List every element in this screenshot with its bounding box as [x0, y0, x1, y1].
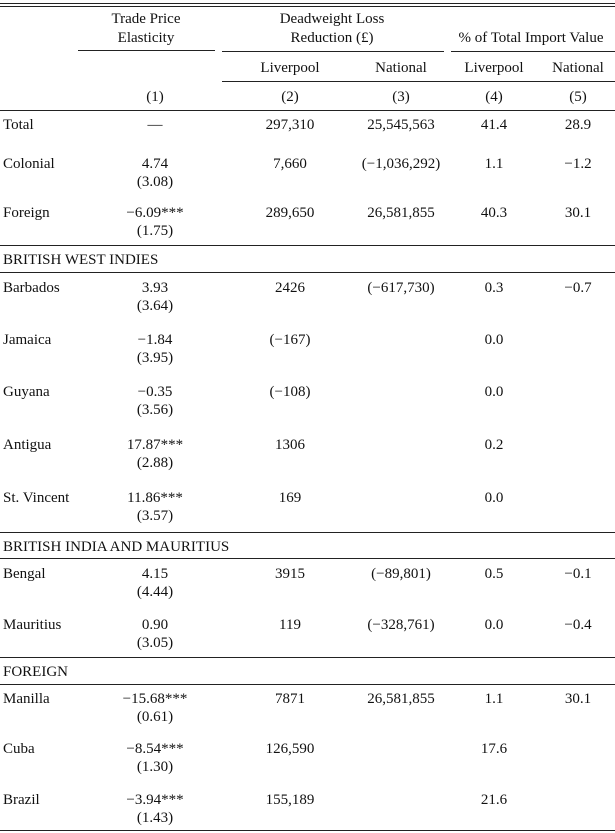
top-rule-2: [0, 6, 615, 7]
header-col45-rule: [451, 51, 615, 52]
row-label: Mauritius: [3, 617, 62, 633]
pct-liverpool: 21.6: [480, 792, 508, 808]
row-label: Foreign: [3, 205, 50, 221]
pct-national: 30.1: [564, 205, 592, 221]
pct-liverpool: 0.0: [484, 384, 504, 400]
section-title: BRITISH WEST INDIES: [3, 252, 159, 268]
col-number-3: (3): [392, 89, 410, 105]
dwl-liverpool: 155,189: [265, 792, 315, 808]
pct-liverpool: 40.3: [480, 205, 508, 221]
dwl-liverpool: 169: [278, 490, 302, 506]
row-label: Antigua: [3, 437, 52, 453]
std-error: (2.88): [136, 455, 174, 471]
header-col23-rule: [222, 51, 444, 52]
section-rule: [0, 558, 615, 559]
dwl-liverpool: 2426: [275, 280, 305, 296]
section-title: FOREIGN: [3, 664, 69, 680]
col-number-2: (2): [281, 89, 299, 105]
elasticity: −6.09***: [126, 205, 184, 221]
elasticity: —: [147, 117, 163, 133]
pct-liverpool: 17.6: [480, 741, 508, 757]
section-rule: [0, 657, 615, 658]
pct-national: −1.2: [564, 156, 592, 172]
header-col45-title: % of Total Import Value: [458, 30, 604, 46]
dwl-national: 25,545,563: [367, 117, 435, 133]
row-label: Guyana: [3, 384, 50, 400]
col-number-5: (5): [569, 89, 587, 105]
elasticity: 11.86***: [127, 490, 183, 506]
elasticity: −0.35: [137, 384, 173, 400]
pct-liverpool: 0.0: [484, 332, 504, 348]
dwl-liverpool: (−108): [269, 384, 311, 400]
dwl-liverpool: 119: [279, 617, 301, 633]
row-label: Jamaica: [3, 332, 52, 348]
dwl-liverpool: 297,310: [265, 117, 315, 133]
row-label: Colonial: [3, 156, 55, 172]
dwl-liverpool: 3915: [275, 566, 305, 582]
elasticity: 0.90: [141, 617, 169, 633]
elasticity: 4.15: [141, 566, 169, 582]
col-number-4: (4): [485, 89, 503, 105]
header-sub-liverpool-4: Liverpool: [464, 60, 524, 76]
std-error: (3.64): [136, 298, 174, 314]
row-label: St. Vincent: [3, 490, 70, 506]
std-error: (3.95): [136, 350, 174, 366]
pct-liverpool: 0.2: [484, 437, 504, 453]
std-error: (1.43): [136, 810, 174, 826]
dwl-liverpool: 1306: [275, 437, 305, 453]
section-rule: [0, 245, 615, 246]
header-bottom-rule: [0, 110, 615, 111]
section-rule: [0, 532, 615, 533]
dwl-liverpool: (−167): [269, 332, 311, 348]
pct-liverpool: 0.0: [484, 490, 504, 506]
elasticity: −1.84: [137, 332, 173, 348]
elasticity: 4.74: [141, 156, 169, 172]
pct-national: −0.1: [564, 566, 592, 582]
dwl-national: 26,581,855: [367, 205, 435, 221]
dwl-national: (−1,036,292): [361, 156, 441, 172]
top-rule-1: [0, 3, 615, 4]
header-sub-national-5: National: [552, 60, 604, 76]
header-col23-line1: Deadweight Loss: [279, 11, 385, 27]
dwl-liverpool: 7,660: [273, 156, 307, 172]
row-label: Barbados: [3, 280, 60, 296]
dwl-liverpool: 7871: [275, 691, 305, 707]
section-rule: [0, 684, 615, 685]
header-col23-line2: Reduction (£): [290, 30, 374, 46]
std-error: (0.61): [136, 709, 174, 725]
elasticity: −3.94***: [126, 792, 184, 808]
elasticity: −15.68***: [122, 691, 188, 707]
header-col1-line2: Elasticity: [117, 30, 175, 46]
pct-liverpool: 1.1: [484, 156, 504, 172]
row-label: Manilla: [3, 691, 50, 707]
dwl-national: (−89,801): [371, 566, 431, 582]
pct-national: 28.9: [564, 117, 592, 133]
pct-liverpool: 0.3: [484, 280, 504, 296]
pct-liverpool: 0.0: [484, 617, 504, 633]
col-number-1: (1): [146, 89, 164, 105]
header-sub-liverpool-2: Liverpool: [260, 60, 320, 76]
row-label: Cuba: [3, 741, 35, 757]
std-error: (3.08): [136, 174, 174, 190]
dwl-national: (−617,730): [367, 280, 435, 296]
elasticity: 17.87***: [126, 437, 184, 453]
elasticity: 3.93: [141, 280, 169, 296]
std-error: (3.57): [136, 508, 174, 524]
row-label: Total: [3, 117, 34, 133]
dwl-liverpool: 126,590: [265, 741, 315, 757]
pct-national: −0.7: [564, 280, 592, 296]
header-sub-national-3: National: [375, 60, 427, 76]
dwl-national: 26,581,855: [367, 691, 435, 707]
bottom-rule: [0, 830, 615, 831]
dwl-national: (−328,761): [367, 617, 435, 633]
dwl-liverpool: 289,650: [265, 205, 315, 221]
std-error: (3.56): [136, 402, 174, 418]
header-col1-line1: Trade Price: [111, 11, 181, 27]
section-title: BRITISH INDIA AND MAURITIUS: [3, 539, 230, 555]
header-col1-rule: [78, 50, 215, 51]
std-error: (1.30): [136, 759, 174, 775]
std-error: (4.44): [136, 584, 174, 600]
std-error: (1.75): [136, 223, 174, 239]
pct-liverpool: 41.4: [480, 117, 508, 133]
section-rule: [0, 272, 615, 273]
pct-national: 30.1: [564, 691, 592, 707]
elasticity: −8.54***: [126, 741, 184, 757]
header-sub-rule: [222, 81, 615, 82]
pct-liverpool: 1.1: [484, 691, 504, 707]
pct-national: −0.4: [564, 617, 592, 633]
row-label: Brazil: [3, 792, 40, 808]
std-error: (3.05): [136, 635, 174, 651]
pct-liverpool: 0.5: [484, 566, 504, 582]
row-label: Bengal: [3, 566, 46, 582]
